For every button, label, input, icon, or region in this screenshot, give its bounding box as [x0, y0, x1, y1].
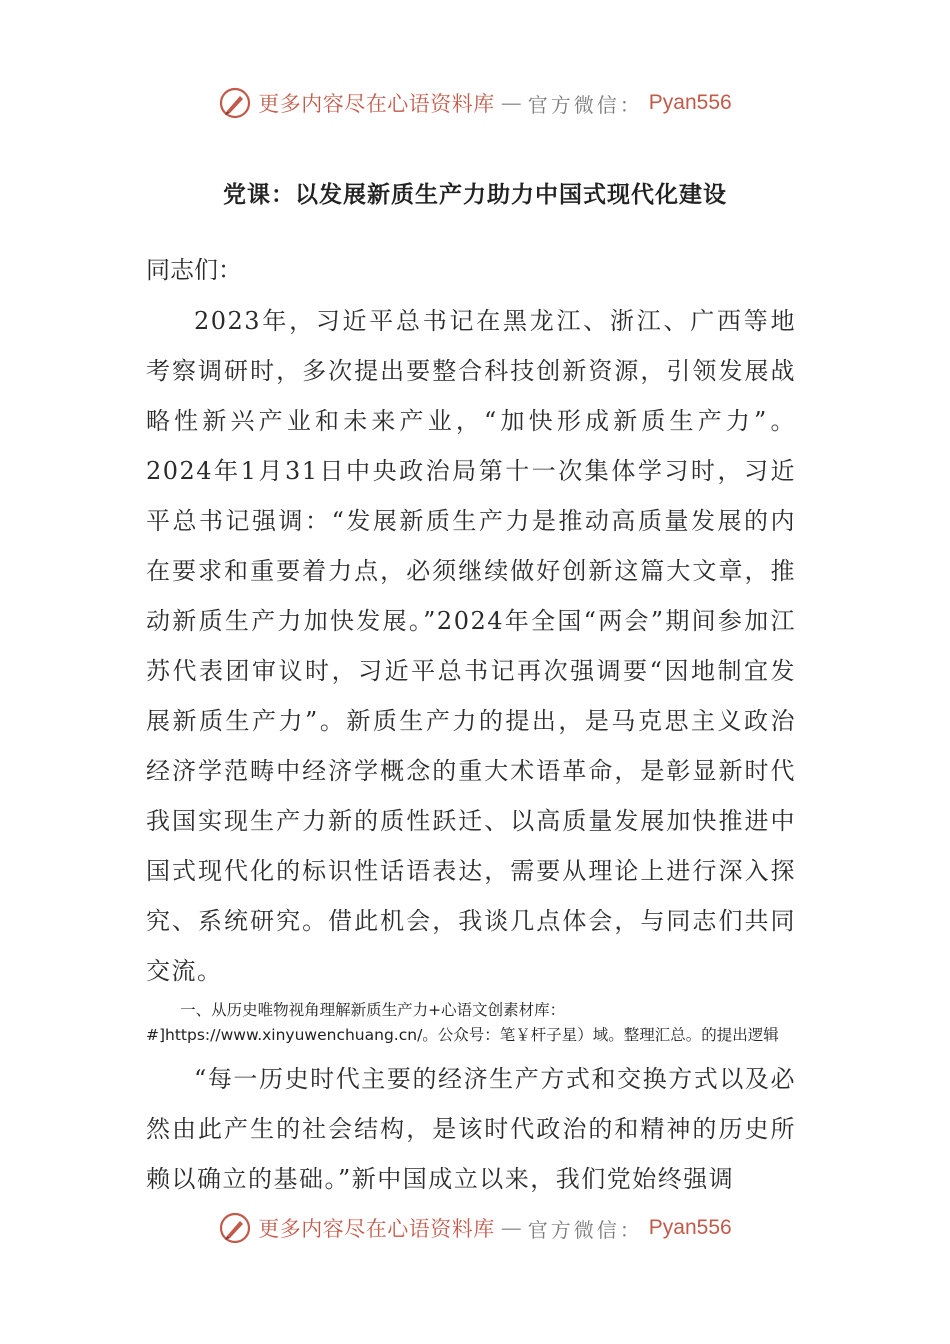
watermark-text: 更多内容尽在心语资料库 — [258, 1217, 495, 1241]
footer-watermark — [0, 1211, 950, 1245]
watermark-text: 更多内容尽在心语资料库 — [258, 92, 495, 116]
section-heading-1: 一、从历史唯物视角理解新质生产力+心语文创素材库：#]https://www.xinyuwenchuang.cn/。公众号：笔￥杆子星）域。整理汇总。的提出逻辑 — [146, 1001, 779, 1044]
paragraph-intro: 2023年，习近平总书记在黑龙江、浙江、广西等地考察调研时，多次提出要整合科技创新资源，引领发展战略性新兴产业和未来产业，“加快形成新质生产力”。2024年1月31日中央政治局第十一次集体学习时，习近平总书记强调：“发展新质生产力是推动高质量发展的内在要求和重要着力点，必须继续做好创新这篇大文章，推动新质生产力加快发展。”2024年全国“两会”期间参加江苏代表团审议时，习近平总书记再次强调要“因地制宜发展新质生产力”。新质生产力的提出，是马克思主义政治经济学范畴中经济学概念的重大术语革命，是彰显新时代我国实现生产力新的质性跃迁、以高质量发展加快推进中国式现代化的标识性话语表达，需要从理论上进行深入探究、系统研究。借此机会，我谈几点体会，与同志们共同交流。 — [146, 307, 796, 985]
watermark-dash: — — [500, 91, 522, 115]
watermark-wechat-label: 官方微信： — [527, 92, 643, 117]
document-title: 党课：以发展新质生产力助力中国式现代化建设 — [223, 182, 727, 208]
watermark-wechat-id: Pyan556 — [648, 91, 732, 114]
header-watermark — [0, 86, 950, 120]
watermark-wechat-id: Pyan556 — [648, 1216, 732, 1239]
pen-logo-icon — [218, 86, 252, 120]
document-body — [146, 244, 796, 1204]
salutation: 同志们： — [146, 256, 242, 284]
watermark-wechat-label: 官方微信： — [527, 1217, 643, 1242]
pen-logo-icon — [218, 1211, 252, 1245]
paragraph-2: “每一历史时代主要的经济生产方式和交换方式以及必然由此产生的社会结构，是该时代政治的和精神的历史所赖以确立的基础。”新中国成立以来，我们党始终强调 — [146, 1065, 796, 1193]
watermark-dash: — — [500, 1216, 522, 1240]
